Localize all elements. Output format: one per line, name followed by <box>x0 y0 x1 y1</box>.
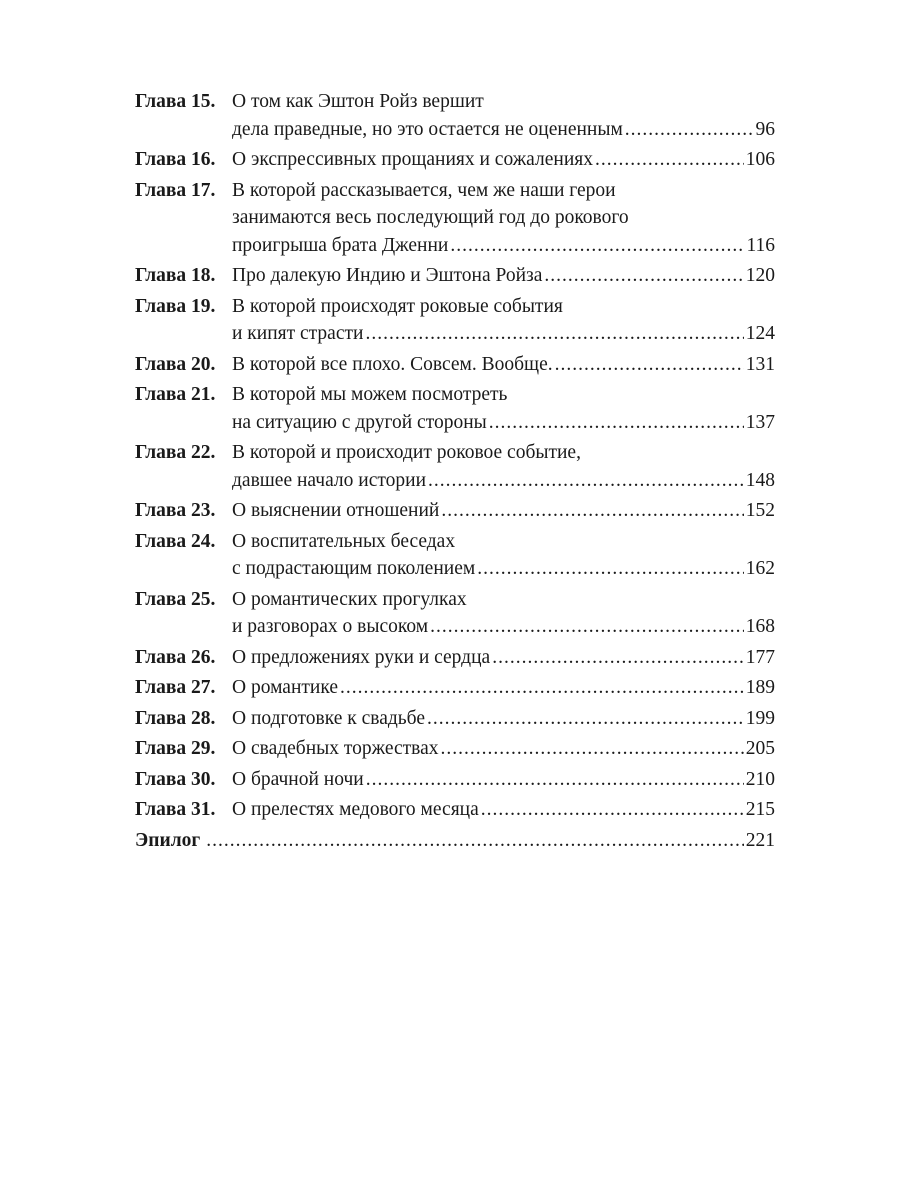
chapter-title-line: О экспрессивных прощаниях и сожалениях <box>232 149 593 170</box>
chapter-title-line: Про далекую Индию и Эштона Ройза <box>232 265 543 286</box>
page-number: 215 <box>745 799 775 820</box>
page-number: 168 <box>745 616 775 637</box>
chapter-title-last-line <box>232 351 775 379</box>
chapter-label: Глава 27. <box>135 677 216 698</box>
toc-entry <box>135 88 775 143</box>
dot-leader <box>625 116 754 144</box>
chapter-title-line: В которой происходят роковые события <box>232 295 563 317</box>
chapter-title-block <box>232 497 775 525</box>
chapter-title-last-line <box>232 146 775 174</box>
chapter-title-last-line <box>204 827 775 855</box>
chapter-title-last-line <box>232 735 775 763</box>
chapter-title-last-line <box>232 320 775 348</box>
chapter-title-line: и кипят страсти <box>232 323 364 344</box>
toc-entry <box>135 262 775 290</box>
page-number: 137 <box>745 411 775 433</box>
chapter-title-line: О прелестях медового месяца <box>232 799 479 820</box>
dot-leader <box>555 351 744 379</box>
chapter-label: Глава 29. <box>135 738 216 759</box>
toc-entry <box>135 528 775 583</box>
chapter-label: Глава 31. <box>135 799 216 820</box>
chapter-label: Глава 19. <box>135 295 216 317</box>
dot-leader <box>595 146 744 174</box>
chapter-title-last-line <box>232 497 775 525</box>
page-number: 106 <box>745 149 775 170</box>
dot-leader <box>489 409 744 437</box>
toc-entry <box>135 177 775 260</box>
chapter-title-block <box>232 766 775 794</box>
chapter-title-line: О том как Эштон Ройз вершит <box>232 91 484 112</box>
chapter-title-last-line <box>232 613 775 641</box>
page-number: 116 <box>746 234 775 256</box>
toc-entry <box>135 796 775 824</box>
chapter-title-line: В которой и происходит роковое событие, <box>232 442 581 463</box>
dot-leader <box>481 796 744 824</box>
dot-leader <box>441 735 744 763</box>
chapter-title-block <box>232 146 775 174</box>
chapter-title-line: В которой рассказывается, чем же наши герои <box>232 179 616 201</box>
chapter-title-block <box>232 262 775 290</box>
chapter-title-line: О брачной ночи <box>232 768 364 790</box>
toc-entry <box>135 293 775 348</box>
chapter-title-last-line <box>232 766 775 794</box>
page-number: 162 <box>745 558 775 579</box>
chapter-title-last-line <box>232 644 775 672</box>
chapter-title-line: В которой все плохо. Совсем. Вообще. <box>232 353 553 375</box>
page-number: 199 <box>745 707 775 729</box>
chapter-title-block <box>232 293 775 348</box>
chapter-title-line: О выяснении отношений <box>232 500 440 521</box>
chapter-title-line: с подрастающим поколением <box>232 558 476 579</box>
chapter-title-block <box>232 796 775 824</box>
chapter-label: Глава 25. <box>135 588 216 610</box>
chapter-title-block <box>204 827 775 855</box>
dot-leader <box>477 555 744 583</box>
table-of-contents <box>135 88 775 857</box>
chapter-title-block <box>232 528 775 583</box>
dot-leader <box>450 232 744 260</box>
chapter-title-block <box>232 735 775 763</box>
chapter-title-line: В которой мы можем посмотреть <box>232 384 508 405</box>
chapter-label: Глава 15. <box>135 91 216 112</box>
dot-leader <box>441 497 743 525</box>
chapter-title-last-line <box>232 555 775 583</box>
chapter-label: Глава 18. <box>135 265 216 286</box>
chapter-title-block <box>232 439 775 494</box>
toc-entry <box>135 381 775 436</box>
chapter-label: Глава 21. <box>135 384 216 405</box>
chapter-title-last-line <box>232 705 775 733</box>
dot-leader <box>206 827 744 855</box>
chapter-title-block <box>232 705 775 733</box>
page-number: 205 <box>745 738 775 759</box>
chapter-label: Глава 24. <box>135 530 216 552</box>
chapter-title-last-line <box>232 262 775 290</box>
chapter-label: Глава 17. <box>135 179 216 201</box>
page-number: 124 <box>745 323 775 344</box>
dot-leader <box>428 467 744 495</box>
chapter-title-line: дела праведные, но это остается не оцененным <box>232 118 623 140</box>
chapter-title-line: О свадебных торжествах <box>232 738 439 759</box>
page-number: 120 <box>745 265 775 286</box>
chapter-label: Глава 30. <box>135 768 216 790</box>
chapter-title-line: О романтике <box>232 677 338 698</box>
chapter-title-line: проигрыша брата Дженни <box>232 234 449 256</box>
chapter-title-block <box>232 644 775 672</box>
toc-entry <box>135 497 775 525</box>
toc-entry <box>135 705 775 733</box>
dot-leader <box>340 674 744 702</box>
chapter-title-block <box>232 674 775 702</box>
chapter-title-last-line <box>232 796 775 824</box>
toc-entry <box>135 439 775 494</box>
chapter-title-line: давшее начало истории <box>232 469 427 491</box>
dot-leader <box>544 262 743 290</box>
page-number: 96 <box>755 118 775 140</box>
toc-entry <box>135 827 775 855</box>
chapter-label: Глава 23. <box>135 500 216 521</box>
dot-leader <box>366 766 744 794</box>
toc-entry <box>135 586 775 641</box>
chapter-label: Глава 26. <box>135 646 216 668</box>
dot-leader <box>430 613 744 641</box>
chapter-title-line: на ситуацию с другой стороны <box>232 411 487 433</box>
toc-entry <box>135 644 775 672</box>
toc-entry <box>135 674 775 702</box>
chapter-title-line: О подготовке к свадьбе <box>232 707 425 729</box>
chapter-title-line: О воспитательных беседах <box>232 530 456 552</box>
chapter-title-last-line <box>232 467 775 495</box>
chapter-title-line: О романтических прогулках <box>232 588 467 610</box>
page-number: 152 <box>745 500 775 521</box>
chapter-label: Глава 22. <box>135 442 216 463</box>
chapter-title-last-line <box>232 409 775 437</box>
chapter-label: Глава 16. <box>135 149 216 170</box>
page-number: 177 <box>745 646 775 668</box>
chapter-title-line: занимаются весь последующий год до рокового <box>232 207 629 228</box>
dot-leader <box>492 644 744 672</box>
chapter-title-last-line <box>232 232 775 260</box>
chapter-label: Эпилог <box>135 829 201 851</box>
chapter-label: Глава 28. <box>135 707 216 729</box>
chapter-title-line: О предложениях руки и сердца <box>232 646 491 668</box>
chapter-title-block <box>232 177 775 260</box>
chapter-title-block <box>232 88 775 143</box>
chapter-title-last-line <box>232 116 775 144</box>
chapter-title-block <box>232 351 775 379</box>
page-number: 189 <box>745 677 775 698</box>
toc-entry <box>135 766 775 794</box>
chapter-title-line: и разговорах о высоком <box>232 616 429 637</box>
chapter-title-last-line <box>232 674 775 702</box>
toc-entry <box>135 146 775 174</box>
dot-leader <box>365 320 743 348</box>
page-number: 221 <box>745 829 775 851</box>
page-number: 148 <box>745 469 775 491</box>
dot-leader <box>427 705 744 733</box>
toc-entry <box>135 735 775 763</box>
chapter-title-block <box>232 586 775 641</box>
chapter-label: Глава 20. <box>135 353 216 375</box>
toc-entry <box>135 351 775 379</box>
page-number: 131 <box>745 353 775 375</box>
chapter-title-block <box>232 381 775 436</box>
page-number: 210 <box>745 768 775 790</box>
